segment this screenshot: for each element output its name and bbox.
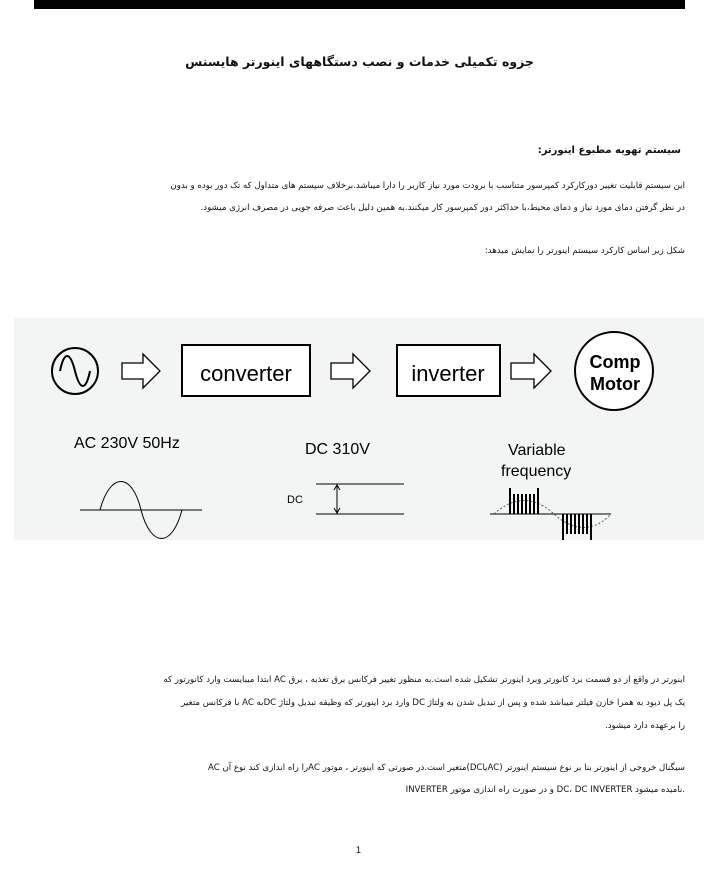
motor-label-line-1: Comp [589,352,641,372]
paragraph-4-line-2: INVERTER و در صورت راه اندازی موتور DC، DC INVERTER نامیده میشود. [405,785,685,795]
paragraph-4-line-1: سیگنال خروجی از اینورتر بنا بر نوع سیستم اینورتر (ACیاDC)متغیر است.در صورتی که اینورتر ، موتور ACرا راه اندازی کند نوع آن AC [208,763,685,773]
paragraph-3-line-1: اینورتر در واقع از دو قسمت برد کانورتر وبرد اینورتر تشکیل شده است.به منظور تغییر فرکانس برق تغذیه ، برق AC ابتدا میبایست وارد کانورتور که [163,675,685,685]
motor-label-line-2: Motor [590,374,640,394]
arrow-icon [122,354,160,388]
dc-waveform [287,484,404,514]
paragraph-intro-line-2: در نظر گرفتن دمای مورد نیاز و دمای محیط،با حداکثر دور کمپرسور کار میکنند.به همین دلیل باعث صرفه جویی در مصرف انرژی میشود. [200,203,685,213]
inverter-block-diagram [14,318,704,540]
dc-marker-label: DC [287,494,303,506]
ac-waveform [80,482,202,539]
paragraph-intro-line-1: این سیستم قابلیت تغییر دورکارکرد کمپرسور متناسب با برودت مورد نیاز کاربر را دارا میباشد.برخلاف سیستم های متداول که تک دور بوده و بدون [170,181,685,191]
arrow-icon [511,354,551,388]
variable-label-line-1: Variable [508,442,566,459]
ac-label: AC 230V 50Hz [74,435,180,452]
converter-label: converter [200,361,292,386]
ac-source-icon [52,348,98,394]
pwm-waveform [490,488,611,540]
paragraph-figure-caption: شکل زیر اساس کارکرد سیستم اینورتر را نمایش میدهد: [484,246,685,256]
inverter-label: inverter [411,361,485,386]
paragraph-3-line-3: را برعهده دارد میشود. [604,721,685,731]
variable-label-line-2: frequency [501,463,572,480]
dc-voltage-label: DC 310V [305,441,370,458]
section-heading: سیستم تهویه مطبوع اینورتر: [537,145,681,156]
paragraph-3-line-2: یک پل دیود به همرا خازن فیلتر میباشد شده و پس از تبدیل شدن به ولتاژ DC وارد برد اینورتر که وظیفه تبدیل ولتاژ DCبه AC با فرکانس متغیر [181,698,685,708]
page-title: جزوه تکمیلی خدمات و نصب دستگاههای اینورتر هایسنس [185,54,534,69]
arrow-icon [331,354,370,388]
header-rule [34,0,685,9]
page-number: 1 [355,846,362,856]
